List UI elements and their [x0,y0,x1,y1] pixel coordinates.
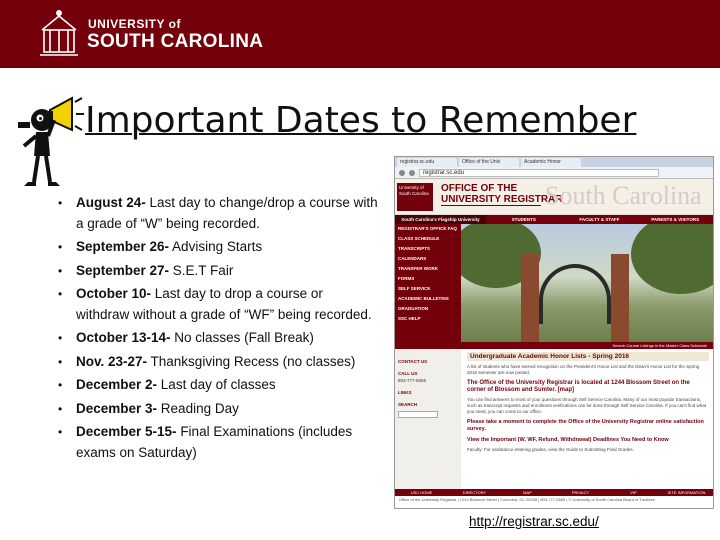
faculty-notice: Faculty: For assistance entering grades, view the Guide to Submitting Final Grades. [467,447,634,452]
university-name-bottom: SOUTH CAROLINA [87,31,264,52]
nav-item: PARENTS & VISITORS [651,217,700,222]
university-seal-icon [38,8,80,60]
site-footer-nav [395,489,713,496]
list-item: • December 3- Reading Day [58,399,378,420]
browser-tab: registrar.sc.edu [397,158,457,167]
browser-tab: Academic Honor [521,158,581,167]
site-left-panel [395,349,461,489]
nav-item: STUDENTS [511,217,536,222]
list-item: • September 26- Advising Starts [58,237,378,258]
menu-item: FORMS [395,274,461,284]
divider [441,205,541,206]
nav-tagline: South Carolina's Flagship University [395,215,486,224]
browser-tab: Office of the Univ [459,158,519,167]
content-heading: Undergraduate Academic Honor Lists - Spring 2016 [467,352,709,361]
list-item: • October 13-14- No classes (Fall Break) [58,328,378,349]
location-notice: The Office of the University Registrar is located at 1244 Blossom Street on the corner of Blossom and Sumter. [map] [467,380,690,393]
photo-caption: Search Course Listings in the Master Class Schedule [395,342,713,349]
forward-icon [409,170,415,176]
back-icon [399,170,405,176]
url-field: registrar.sc.edu [419,169,659,177]
footer-link: MAP [523,490,532,495]
menu-item: GRADUATION [395,304,461,314]
phone-number: 803-777-5555 [398,378,427,383]
menu-item: REGISTRAR'S OFFICE FAQ [395,224,461,234]
menu-item: TRANSCRIPTS [395,244,461,254]
links-label: LINKS [398,390,412,395]
call-label: CALL US [398,371,418,376]
list-item: • December 2- Last day of classes [58,375,378,396]
list-item: • Nov. 23-27- Thanksgiving Recess (no classes) [58,352,378,373]
menu-item: CALENDARS [395,254,461,264]
office-title: OFFICE OF THE UNIVERSITY REGISTRAR [441,183,563,205]
content-paragraph: A list of students who have earned recognition on the President's Honor List and the Dean's Honor List for the Spring 2016 semester are now posted. [467,364,700,375]
university-name-top: UNIVERSITY of [88,17,181,31]
site-nav-bar [395,215,713,224]
slide-title: Important Dates to Remember [85,100,637,141]
nav-item: FACULTY & STAFF [579,217,620,222]
campus-gate-photo [461,224,714,342]
contact-label: CONTACT US [398,359,428,364]
site-hero [395,224,713,342]
content-paragraph: You can find answers to most of your questions through Self Service Carolina. Many of our most popular transactions, such as transcript requests and enrollment verifications can be done through Self Service Carolina. If you can't find what you need, you can come to our office. [467,397,706,414]
list-item: • December 5-15- Final Examinations (includes exams on Saturday) [58,422,378,463]
list-item: • October 10- Last day to drop a course or withdraw without a grade of “WF” being recorded. [58,284,378,325]
site-main-column [463,349,713,489]
menu-item: TRANSFER WORK [395,264,461,274]
footer-link: DIRECTORY [462,490,487,495]
footer-link: PRIVACY [571,490,590,495]
footer-link: VIP [630,490,637,495]
menu-item: ACADEMIC BULLETINS [395,294,461,304]
menu-item: SSC HELP [395,314,461,324]
banner-watermark: South Carolina [545,181,702,210]
registrar-link[interactable]: http://registrar.sc.edu/ [469,514,599,529]
list-item: • September 27- S.E.T Fair [58,261,378,282]
megaphone-person-icon [14,90,86,190]
browser-address-bar [395,167,713,179]
browser-tab-bar [395,157,713,167]
site-banner [395,179,713,215]
search-input [398,411,438,418]
deadlines-notice: View the Important (W, WF, Refund, Withdrawal) Deadlines You Need to Know [467,437,669,443]
registrar-website-screenshot [394,156,714,509]
site-footer-note: Office of the University Registrar | 1244 Blossom Street | Columbia, SC 29208 | 803-777-5555 | © University of South Carolina Board of Trustees [395,496,713,508]
survey-notice: Please take a moment to complete the Office of the University Registrar online satisfaction survey. [467,419,704,432]
menu-item: SELF SERVICE [395,284,461,294]
list-item: • August 24- Last day to change/drop a course with a grade of “W” being recorded. [58,193,378,234]
site-content [395,349,713,489]
university-header [0,0,720,68]
footer-link: SITE INFORMATION [667,490,706,495]
search-label: SEARCH [398,402,418,407]
menu-item: CLASS SCHEDULE [395,234,461,244]
site-logo: University of South Carolina [397,183,433,211]
site-sidebar-menu [395,224,461,342]
footer-link: USC HOME [410,490,433,495]
important-dates-list [58,193,378,466]
